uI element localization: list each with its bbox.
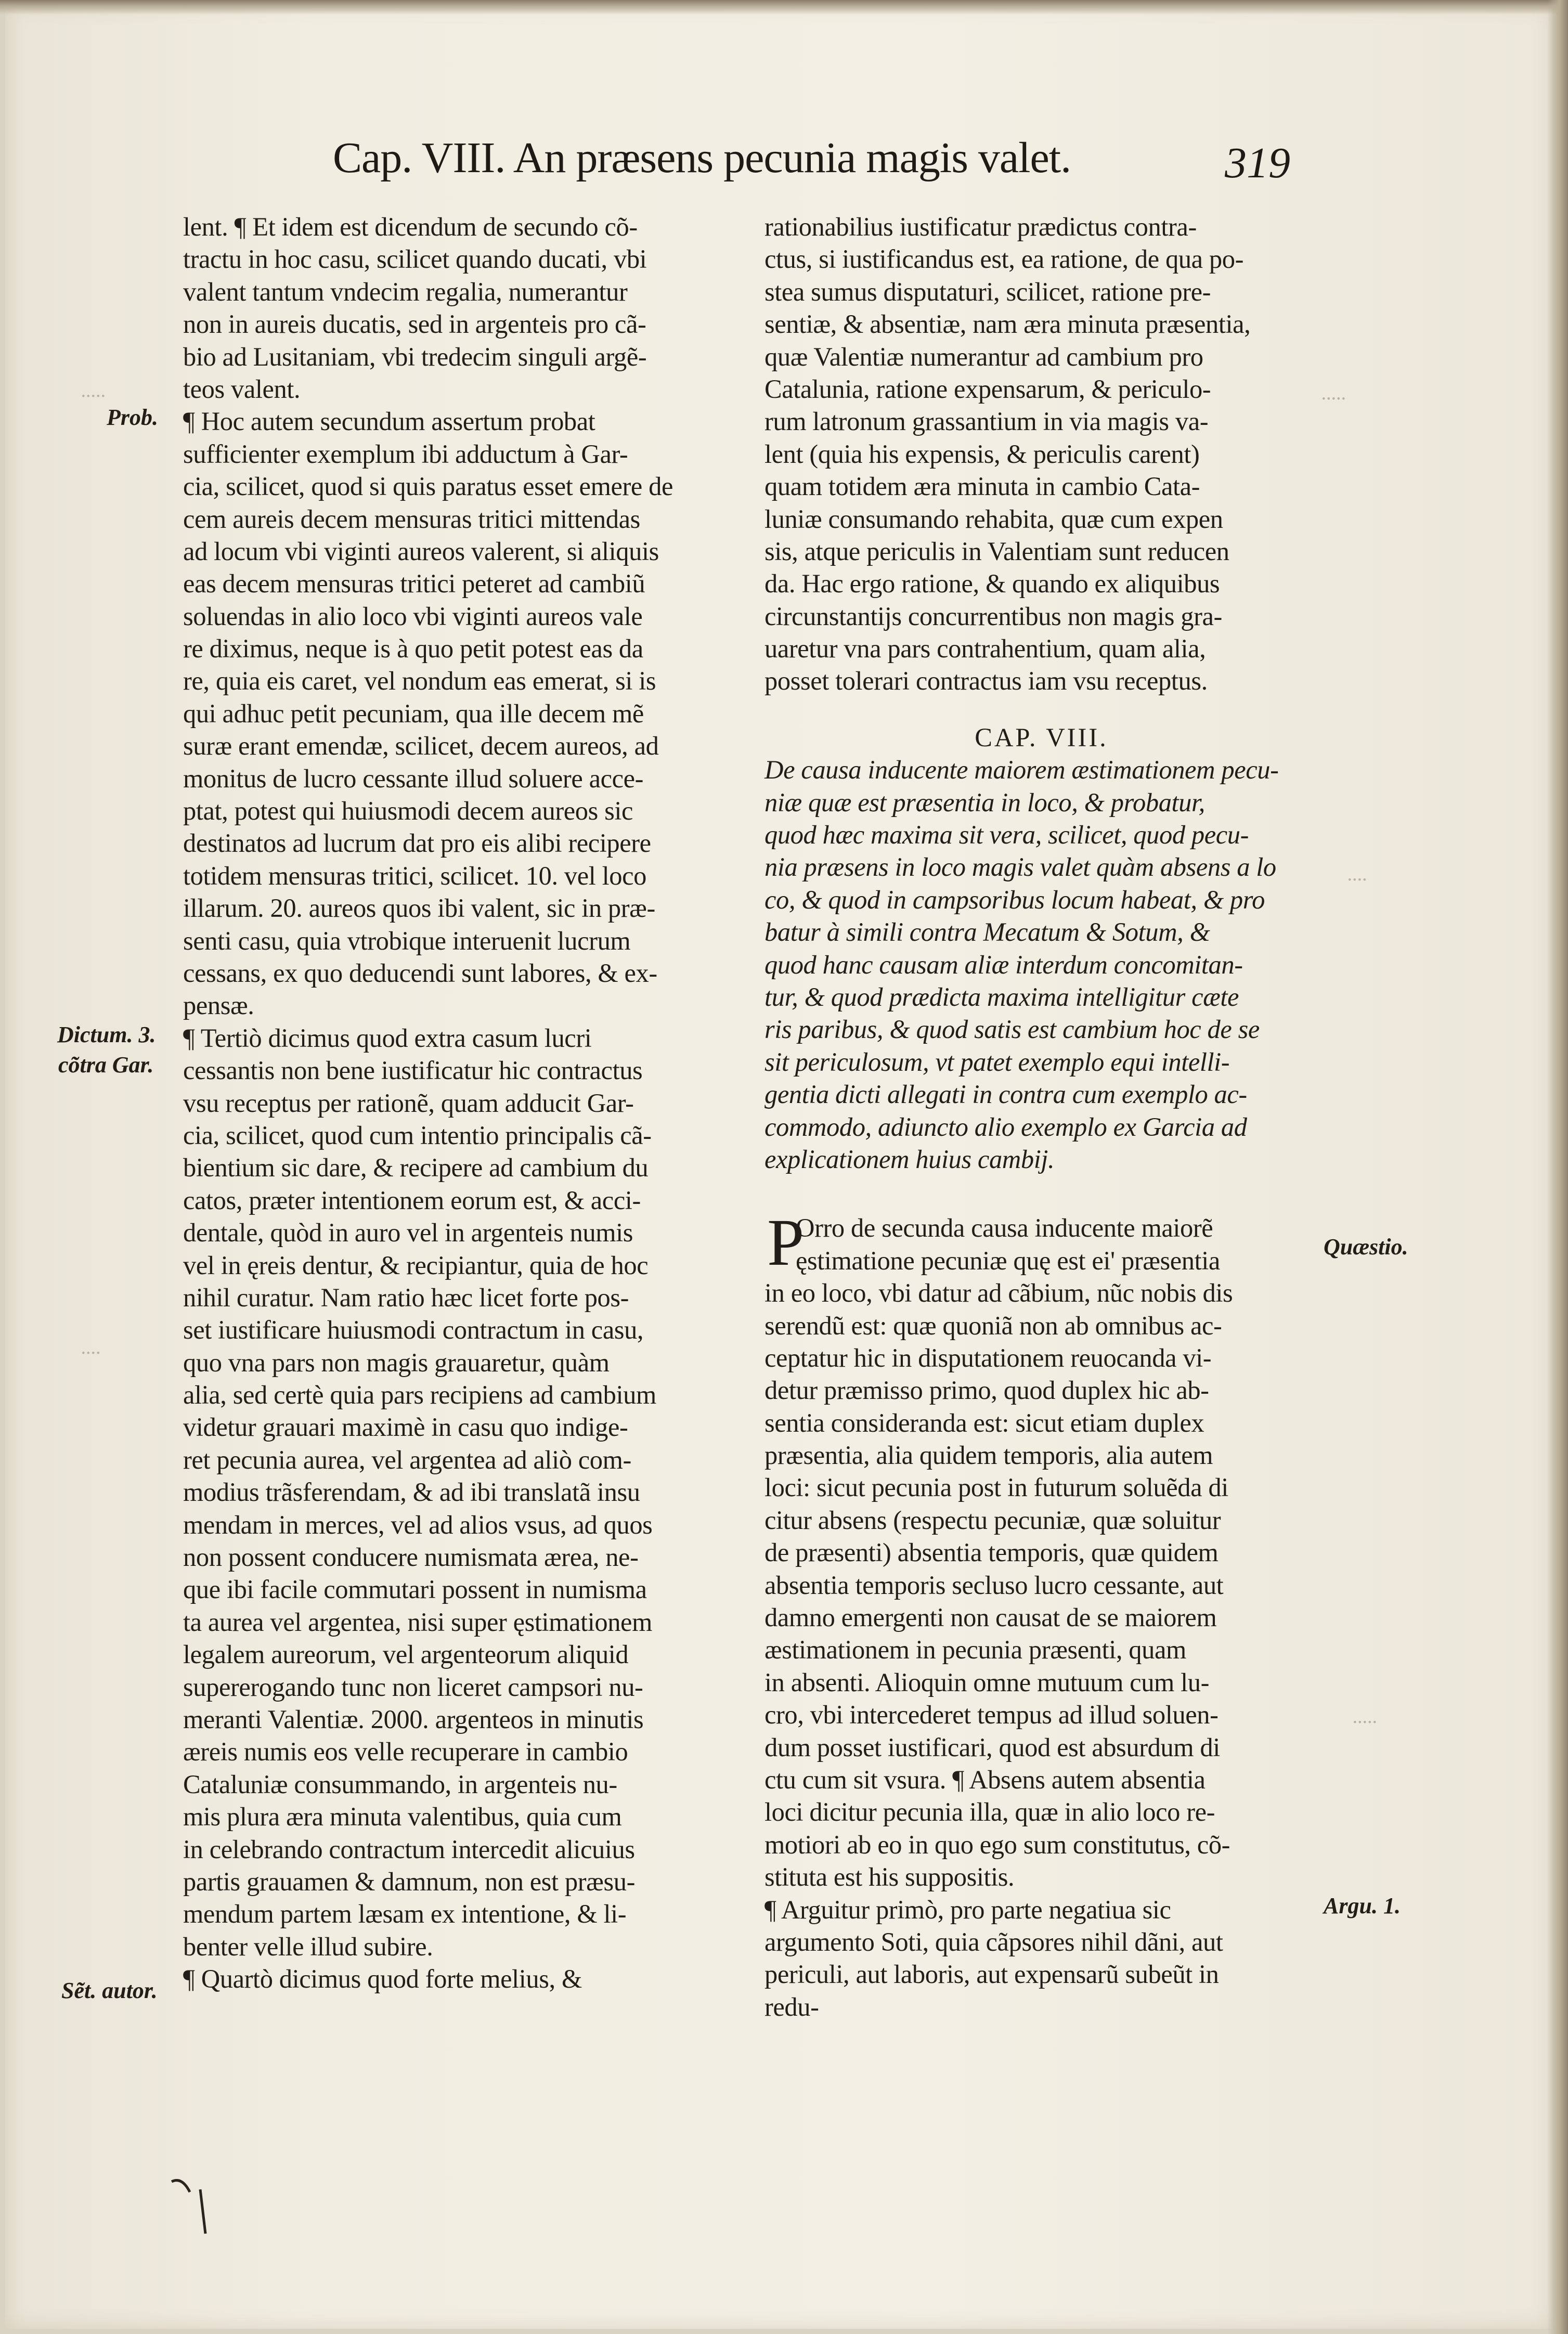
margin-note-prob: Prob. (107, 405, 158, 430)
chapter-summary (764, 754, 1318, 1175)
text-line: redu- (764, 1992, 819, 2021)
text-line: præsentia, alia quidem temporis, alia autem (764, 1441, 1213, 1470)
text-line: serendũ est: quæ quoniã non ab omnibus ac- (764, 1311, 1222, 1340)
text-line: cia, scilicet, quod cum intentio principalis cã- (183, 1120, 652, 1150)
text-line: cro, vbi intercederet tempus ad illud soluen- (764, 1700, 1219, 1730)
text-line: luniæ consumando rehabita, quæ cum expen (764, 504, 1223, 534)
summary-line: tur, & quod prædicta maxima intelligitur cæte (764, 982, 1239, 1012)
text-line: ret pecunia aurea, vel argentea ad aliò com- (183, 1445, 631, 1474)
text-line: stituta est his suppositis. (764, 1862, 1015, 1892)
text-line: ¶ Hoc autem secundum assertum probat (183, 407, 595, 436)
spacer (764, 697, 1318, 721)
text-line: valent tantum vndecim regalia, numerantur (183, 277, 628, 306)
text-line: Orro de secunda causa inducente maiorẽ (796, 1213, 1213, 1243)
summary-line: quod hanc causam aliæ interdum concomitan- (764, 950, 1243, 979)
text-line: legalem aureorum, vel argenteorum aliquid (183, 1640, 629, 1669)
summary-line: co, & quod in campsoribus locum habeat, & pro (764, 885, 1265, 914)
text-line: ta aurea vel argentea, nisi super ęstimationem (183, 1607, 652, 1637)
text-line: Catalunia, ratione expensarum, & periculo- (764, 374, 1211, 404)
summary-line: niæ quæ est præsentia in loco, & probatur, (764, 787, 1205, 817)
text-line: absentia temporis secluso lucro cessante, aut (764, 1570, 1224, 1600)
text-line: ptat, potest qui huiusmodi decem aureos sic (183, 796, 633, 826)
text-line: ceptatur hic in disputationem reuocanda vi- (764, 1343, 1212, 1372)
text-line: ctu cum sit vsura. ¶ Absens autem absentia (764, 1765, 1206, 1794)
text-line: ctus, si iustificandus est, ea ratione, de qua po- (764, 244, 1244, 274)
text-line: cia, scilicet, quod si quis paratus esset emere de (183, 472, 673, 501)
text-line: set iustificare huiusmodi contractum in casu, (183, 1315, 644, 1345)
text-line: catos, præter intentionem eorum est, & acci- (183, 1185, 641, 1215)
text-line: in absenti. Alioquin omne mutuum cum lu- (764, 1667, 1210, 1697)
text-line: damno emergenti non causat de se maiorem (764, 1603, 1217, 1632)
text-line: vel in ęreis dentur, & recipiantur, quia de hoc (183, 1250, 649, 1280)
summary-line: commodo, adiuncto alio exemplo ex Garcia ad (764, 1112, 1247, 1142)
summary-line: batur à simili contra Mecatum & Sotum, & (764, 917, 1210, 947)
text-line: cessans, ex quo deducendi sunt labores, & ex- (183, 958, 657, 988)
text-line: videtur grauari maximè in casu quo indige- (183, 1412, 628, 1442)
text-line: monitus de lucro cessante illud soluere acce- (183, 763, 644, 793)
text-line: vsu receptus per rationẽ, quam adducit Gar- (183, 1088, 634, 1118)
right-text-column (764, 211, 1318, 2023)
text-line: circunstantijs concurrentibus non magis gra- (764, 601, 1222, 631)
summary-line: ris paribus, & quod satis est cambium hoc de se (764, 1015, 1260, 1044)
text-line: æreis numis eos velle recuperare in cambio (183, 1737, 628, 1767)
text-line: senti casu, quia vtrobique interuenit lucrum (183, 926, 631, 955)
text-line: argumento Soti, quia cãpsores nihil dãni, aut (764, 1927, 1223, 1956)
summary-line: sit periculosum, vt patet exemplo equi intelli- (764, 1047, 1230, 1077)
text-line: lent. ¶ Et idem est dicendum de secundo cõ- (183, 212, 638, 241)
margin-note-sententia-autoris: Sẽt. autor. (61, 1978, 158, 2003)
text-line: partis grauamen & damnum, non est præsu- (183, 1866, 635, 1896)
text-line: nihil curatur. Nam ratio hæc licet forte pos- (183, 1282, 629, 1312)
text-line: de præsenti) absentia temporis, quæ quidem (764, 1538, 1219, 1567)
bleed-through-mark: ···· (1347, 869, 1367, 891)
text-line: in eo loco, vbi datur ad cãbium, nũc nobis dis (764, 1278, 1233, 1308)
text-line: quæ Valentiæ numerantur ad cambium pro (764, 342, 1203, 371)
text-line: eas decem mensuras tritici peteret ad cambiũ (183, 569, 645, 599)
bleed-through-mark: ····· (81, 385, 106, 407)
ink-mark (166, 2161, 229, 2239)
text-line: dentale, quòd in auro vel in argenteis numis (183, 1218, 633, 1248)
text-line: cem aureis decem mensuras tritici mittendas (183, 504, 640, 534)
text-line: que ibi facile commutari possent in numisma (183, 1575, 647, 1604)
text-line: destinatos ad lucrum dat pro eis alibi recipere (183, 828, 651, 858)
text-line: æstimationem in pecunia præsenti, quam (764, 1635, 1186, 1665)
text-line: non in aureis ducatis, sed in argenteis pro cã- (183, 309, 646, 339)
text-line: meranti Valentiæ. 2000. argenteos in minutis (183, 1704, 644, 1734)
text-line: mendam in merces, vel ad alios vsus, ad quos (183, 1510, 653, 1539)
text-line: Cataluniæ consummando, in argenteis nu- (183, 1769, 617, 1799)
text-line: tractu in hoc casu, scilicet quando ducati, vbi (183, 244, 647, 274)
text-line: ad locum vbi viginti aureos valerent, si aliquis (183, 536, 659, 566)
bleed-through-mark: ···· (81, 1342, 100, 1364)
text-line: supererogando tunc non liceret campsori nu- (183, 1672, 643, 1702)
text-line: illarum. 20. aureos quos ibi valent, sic in præ- (183, 893, 655, 923)
text-line: lent (quia his expensis, & periculis carent) (764, 439, 1200, 469)
text-line: sis, atque periculis in Valentiam sunt reducen (764, 536, 1229, 566)
text-line: motiori ab eo in quo ego sum constitutus, cõ- (764, 1830, 1230, 1859)
text-line: totidem mensuras tritici, scilicet. 10. vel loco (183, 861, 646, 890)
text-line: suræ erant emendæ, scilicet, decem aureos, ad (183, 731, 659, 761)
text-line: detur præmisso primo, quod duplex hic ab- (764, 1376, 1209, 1405)
text-line: uaretur vna pars contrahentium, quam alia, (764, 634, 1206, 664)
left-text-column (183, 211, 724, 1995)
summary-line: nia præsens in loco magis valet quàm absens a lo (764, 852, 1276, 882)
text-line: quo vna pars non magis grauaretur, quàm (183, 1347, 610, 1377)
drop-cap-initial: P (767, 1205, 805, 1279)
text-line: teos valent. (183, 374, 301, 404)
text-line: ¶ Quartò dicimus quod forte melius, & (183, 1964, 582, 1994)
chapter-heading: CAP. VIII. (975, 722, 1108, 752)
summary-line: De causa inducente maiorem æstimationem pecu- (764, 755, 1279, 785)
text-line: ¶ Arguitur primò, pro parte negatiua sic (764, 1895, 1171, 1924)
running-title: Cap. VIII. An præsens pecunia magis valet. (333, 134, 1071, 182)
text-line: non possent conducere numismata ærea, ne- (183, 1542, 639, 1572)
right-column-body-text (764, 1212, 1318, 2023)
text-line: loci: sicut pecunia post in futurum soluẽda di (764, 1473, 1228, 1502)
text-line: quam totidem æra minuta in cambio Cata- (764, 472, 1200, 501)
text-line: bio ad Lusitaniam, vbi tredecim singuli argẽ- (183, 342, 647, 371)
text-line: dum posset iustificari, quod est absurdum di (764, 1732, 1220, 1762)
text-line: mendum partem læsam ex intentione, & li- (183, 1899, 627, 1929)
margin-note-dictum-contra: cõtra Gar. (58, 1052, 154, 1078)
text-line: loci dicitur pecunia illa, quæ in alio loco re- (764, 1797, 1215, 1827)
text-line: periculi, aut laboris, aut expensarũ subeũt in (764, 1960, 1219, 1989)
page-top-edge (0, 0, 1568, 15)
page-right-edge (1547, 0, 1568, 2334)
text-line: citur absens (respectu pecuniæ, quæ soluitur (764, 1505, 1221, 1535)
summary-line: explicationem huius cambij. (764, 1144, 1055, 1174)
text-line: in celebrando contractum intercedit alicuius (183, 1834, 635, 1864)
bleed-through-mark: ····· (1352, 1711, 1377, 1733)
text-line: cessantis non bene iustificatur hic contractus (183, 1056, 643, 1085)
text-line: bientium sic dare, & recipere ad cambium du (183, 1153, 649, 1183)
text-line: stea sumus disputaturi, scilicet, ratione pre- (764, 277, 1211, 306)
text-line: sentia consideranda est: sicut etiam duplex (764, 1408, 1204, 1437)
text-line: ¶ Tertiò dicimus quod extra casum lucri (183, 1023, 592, 1053)
text-line: pensæ. (183, 991, 254, 1020)
text-line: benter velle illud subire. (183, 1931, 433, 1961)
bleed-through-mark: ····· (1321, 388, 1346, 410)
right-column-top-text (764, 211, 1318, 697)
text-line: sufficienter exemplum ibi adductum à Gar- (183, 439, 628, 469)
margin-note-quaestio: Quæstio. (1324, 1234, 1408, 1260)
margin-note-argumentum: Argu. 1. (1324, 1893, 1401, 1918)
text-line: sentiæ, & absentiæ, nam æra minuta præsentia, (764, 309, 1251, 339)
text-line: re diximus, neque is à quo petit potest eas da (183, 634, 643, 664)
text-line: rationabilius iustificatur prædictus contra- (764, 212, 1197, 241)
text-line: alia, sed certè quia pars recipiens ad cambium (183, 1380, 656, 1410)
text-line: ęstimatione pecuniæ quę est ei' præsentia (796, 1246, 1220, 1275)
text-line: da. Hac ergo ratione, & quando ex aliquibus (764, 569, 1220, 599)
spacer (764, 1175, 1318, 1212)
summary-line: quod hæc maxima sit vera, scilicet, quod pecu- (764, 820, 1249, 850)
text-line: re, quia eis caret, vel nondum eas emerat, si is (183, 666, 656, 696)
text-line: modius trãsferendam, & ad ibi translatã insu (183, 1477, 640, 1507)
margin-note-dictum: Dictum. 3. (57, 1022, 156, 1047)
folio-number: 319 (1225, 139, 1290, 187)
text-line: posset tolerari contractus iam vsu receptus. (764, 666, 1208, 696)
text-line: mis plura æra minuta valentibus, quia cum (183, 1802, 622, 1832)
text-line: rum latronum grassantium in via magis va- (764, 407, 1209, 436)
text-line: qui adhuc petit pecuniam, qua ille decem mẽ (183, 698, 644, 728)
summary-line: gentia dicti allegati in contra cum exemplo ac- (764, 1080, 1247, 1109)
text-line: soluendas in alio loco vbi viginti aureos vale (183, 601, 643, 631)
